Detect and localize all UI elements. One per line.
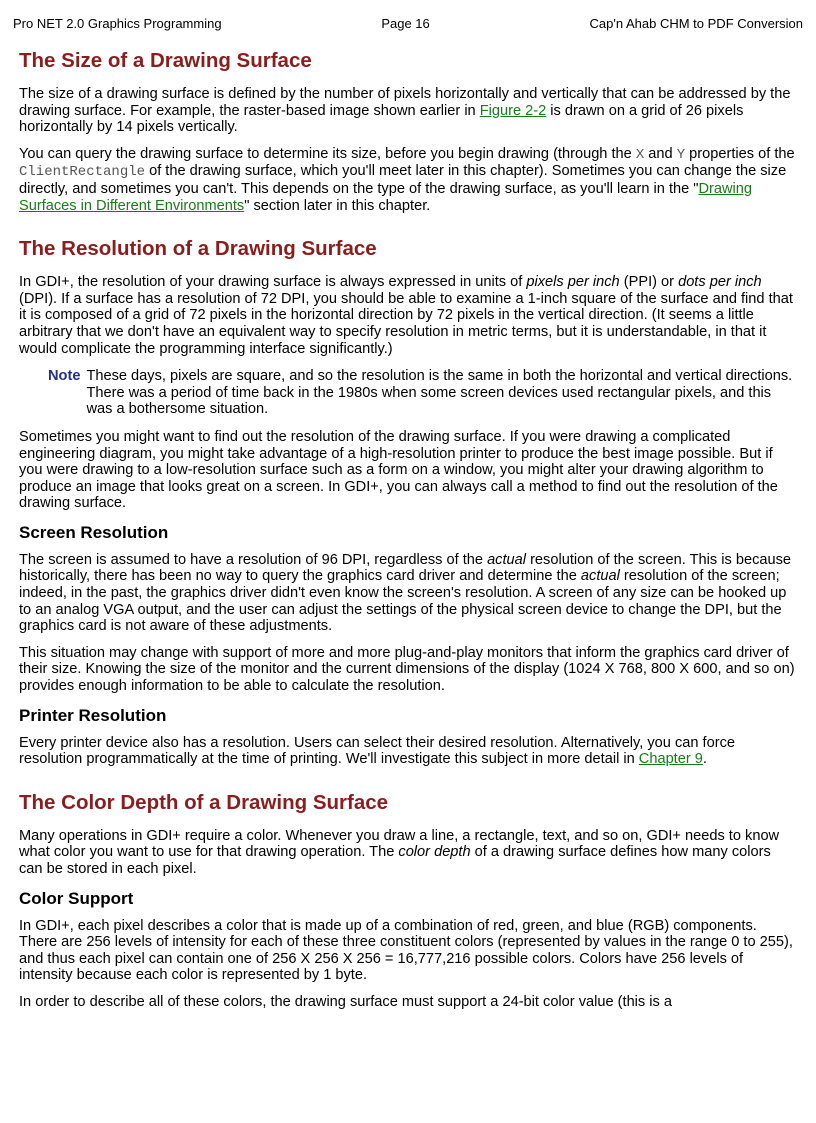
code-y: Y	[676, 146, 686, 163]
header-book-title: Pro NET 2.0 Graphics Programming	[13, 16, 222, 31]
header-page-number: Page 16	[381, 16, 430, 31]
link-figure-2-2[interactable]: Figure 2-2	[479, 102, 547, 119]
note-label: Note	[48, 368, 81, 385]
paragraph-printer-1: Every printer device also has a resolution. Users can select their desired resolution. Alternatively, you can force resolution programmatically at the time of printing. We'll investigate this subject in more detail in Chapter 9.	[19, 734, 735, 768]
note-box	[19, 368, 797, 418]
header-conversion-note: Cap'n Ahab CHM to PDF Conversion	[589, 16, 803, 31]
link-chapter-9[interactable]: Chapter 9	[638, 751, 703, 768]
code-x: X	[635, 146, 645, 163]
heading-resolution-of-drawing-surface: The Resolution of a Drawing Surface	[19, 237, 377, 261]
heading-screen-resolution: Screen Resolution	[19, 522, 169, 542]
paragraph-color-depth-1: Many operations in GDI+ require a color. Whenever you draw a line, a rectangle, text, and so on, GDI+ needs to know what color you want to use for that drawing operation. The color depth of a drawing surface defines how many colors can be stored in each pixel.	[19, 827, 780, 877]
paragraph-resolution-2: Sometimes you might want to find out the resolution of the drawing surface. If you were drawing a complicated engineering diagram, you might take advantage of a high-resolution printer to produce the best image possible. But if you were drawing to a low-resolution surface such as a form on a window, you might alter your drawing algorithm to produce an image that looks great on a screen. In GDI+, you can always call a method to find out the resolution of the drawing surface.	[19, 428, 778, 512]
note-text: These days, pixels are square, and so the resolution is the same in both the horizontal and vertical directions. There was a period of time back in the 1980s when some screen devices used rectangular pixels, and this was a bothersome situation.	[86, 368, 793, 418]
paragraph-screen-2: This situation may change with support of more and more plug-and-play monitors that inform the graphics card driver of their size. Knowing the size of the monitor and the current dimensions of the display (1024 X 768, 800 X 600, and so on) provides enough information to be able to calculate the resolution.	[19, 644, 795, 695]
heading-color-support: Color Support	[19, 888, 134, 908]
page-header	[13, 16, 803, 32]
heading-printer-resolution: Printer Resolution	[19, 705, 167, 725]
paragraph-resolution-1: In GDI+, the resolution of your drawing surface is always expressed in units of pixels per inch (PPI) or dots per inch (DPI). If a surface has a resolution of 72 DPI, you should be able to examine a 1-inch square of the surface and find that it is composed of a grid of 72 pixels in the horizontal direction by 72 pixels in the vertical direction. (It seems a little arbitrary that we don't have an equivalent way to specify resolution in metric terms, but it is understandable, in that it would complicate the programming interface significantly.)	[19, 274, 793, 357]
paragraph-color-support-2: In order to describe all of these colors, the drawing surface must support a 24-bit color value (this is a	[19, 993, 672, 1010]
paragraph-screen-1: The screen is assumed to have a resolution of 96 DPI, regardless of the actual resolution of the screen. This is because historically, there has been no way to query the graphics card driver and determine the actual resolution of the screen; indeed, in the past, the graphics driver didn't even know the screen's resolution. A screen of any size can be hooked up to an analog VGA output, and the user can adjust the settings of the physical screen device to change the DPI, but the graphics card is not aware of these adjustments.	[19, 551, 792, 635]
heading-size-of-drawing-surface: The Size of a Drawing Surface	[19, 49, 312, 72]
paragraph-size-1: The size of a drawing surface is defined by the number of pixels horizontally and vertically that can be addressed by the drawing surface. For example, the raster-based image shown earlier in Figure 2-2 is drawn on a grid of 26 pixels horizontally by 14 pixels vertically.	[19, 86, 791, 136]
heading-color-depth: The Color Depth of a Drawing Surface	[19, 790, 389, 814]
link-drawing-surfaces-environments[interactable]: Drawing Surfaces in Different Environments	[19, 180, 752, 214]
code-clientrectangle: ClientRectangle	[19, 164, 146, 181]
paragraph-color-support-1: In GDI+, each pixel describes a color that is made up of a combination of red, green, and blue (RGB) components. There are 256 levels of intensity for each of these three constituent colors (represented by values in the range 0 to 255), and thus each pixel can contain one of 256 X 256 X 256 = 16,777,216 possible colors. Colors have 256 levels of intensity because each color is represented by 1 byte.	[19, 917, 793, 984]
page-content	[19, 48, 797, 1011]
paragraph-size-2: You can query the drawing surface to determine its size, before you begin drawing (through the X and Y properties of the ClientRectangle of the drawing surface, which you'll meet later in this chapter). Sometimes you can change the size directly, and sometimes you can't. This depends on the type of the drawing surface, as you'll learn in the "Drawing Surfaces in Different Environments" section later in this chapter.	[19, 145, 795, 214]
